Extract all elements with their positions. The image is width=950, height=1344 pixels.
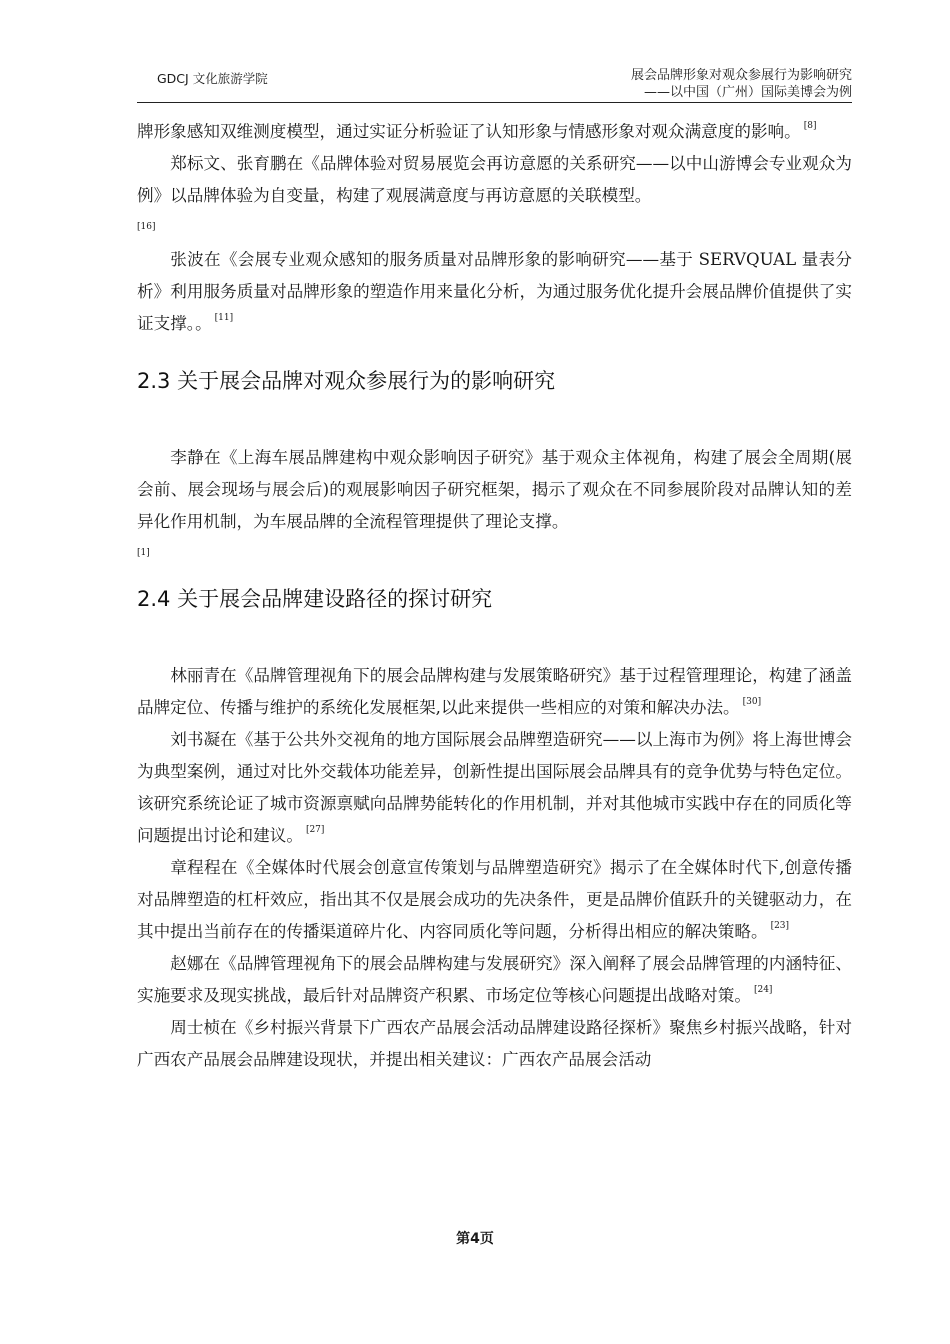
citation: [1] (137, 548, 150, 558)
paragraph: 郑标文、张育鹏在《品牌体验对贸易展览会再访意愿的关系研究——以中山游博会专业观众为例》以品牌体验为自变量，构建了观展满意度与再访意愿的关联模型。 (137, 154, 852, 205)
paragraph: 林丽青在《品牌管理视角下的展会品牌构建与发展策略研究》基于过程管理理论，构建了涵盖品牌定位、传播与维护的系统化发展框架,以此来提供一些相应的对策和解决办法。 [30] (137, 666, 852, 717)
paragraph: 李静在《上海车展品牌建构中观众影响因子研究》基于观众主体视角，构建了展会全周期(展会前、展会现场与展会后)的观展影响因子研究框架，揭示了观众在不同参展阶段对品牌认知的差异化作用机制，为车展品牌的全流程管理提供了理论支撑。 (137, 448, 852, 531)
section-heading: 2.3 关于展会品牌对观众参展行为的影响研究 (137, 369, 556, 393)
citation: [8] (803, 121, 817, 131)
paragraph: 章程程在《全媒体时代展会创意宣传策划与品牌塑造研究》揭示了在全媒体时代下,创意传播对品牌塑造的杠杆效应，指出其不仅是展会成功的先决条件，更是品牌价值跃升的关键驱动力，在其中提出当前存在的传播渠道碎片化、内容同质化等问题，分析得出相应的解决策略。 [23] (137, 858, 852, 941)
paragraph: 周士桢在《乡村振兴背景下广西农产品展会活动品牌建设路径探析》聚焦乡村振兴战略，针对广西农产品展会品牌建设现状，并提出相关建议：广西农产品展会活动 (137, 1018, 852, 1069)
page-header (137, 62, 852, 103)
page-body (137, 116, 852, 1076)
citation: [30] (742, 697, 762, 707)
paragraph: 赵娜在《品牌管理视角下的展会品牌构建与发展研究》深入阐释了展会品牌管理的内涵特征、实施要求及现实挑战，最后针对品牌资产积累、市场定位等核心问题提出战略对策。 [24] (137, 954, 852, 1005)
section-heading: 2.4 关于展会品牌建设路径的探讨研究 (137, 587, 493, 611)
citation: [23] (770, 921, 790, 931)
citation: [27] (305, 825, 325, 835)
paragraph: 牌形象感知双维测度模型，通过实证分析验证了认知形象与情感形象对观众满意度的影响。 [8] (137, 121, 817, 141)
citation: [11] (214, 313, 234, 323)
citation: [24] (753, 985, 773, 995)
school-name: GDCJ 文化旅游学院 (157, 71, 268, 86)
paper-title-line2: ——以中国（广州）国际美博会为例 (643, 85, 852, 100)
citation: [16] (137, 222, 156, 232)
paper-title-line1: 展会品牌形象对观众参展行为影响研究 (630, 68, 852, 83)
paper-title (631, 67, 852, 101)
paragraph: 刘书凝在《基于公共外交视角的地方国际展会品牌塑造研究——以上海市为例》将上海世博会为典型案例，通过对比外交载体功能差异，创新性提出国际展会品牌具有的竞争优势与特色定位。该研究系统论证了城市资源禀赋向品牌势能转化的作用机制，并对其他城市实践中存在的同质化等问题提出讨论和建议。 [27] (137, 730, 852, 845)
paragraph: 张波在《会展专业观众感知的服务质量对品牌形象的影响研究——基于 SERVQUAL 量表分析》利用服务质量对品牌形象的塑造作用来量化分析，为通过服务优化提升会展品牌价值提供了实证支撑。。 [11] (137, 250, 852, 333)
page-number: 第4页 (456, 1231, 494, 1247)
